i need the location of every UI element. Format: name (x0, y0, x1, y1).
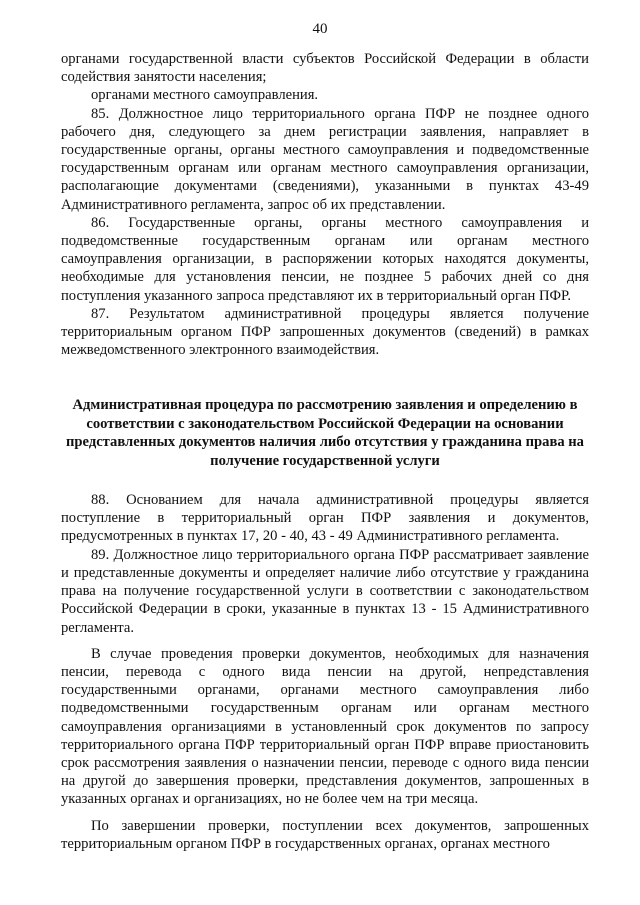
paragraph-88: 88. Основанием для начала административной процедуры является поступление в территориальный орган ПФР заявления и документов, предусмотренных в пунктах 17, 20 - 40, 43 - 49 Административного регламента. (61, 492, 589, 545)
paragraph-authorities-regional: органами государственной власти субъектов Российской Федерации в области содействия занятости населения; (61, 51, 589, 86)
paragraph-verification-suspension: В случае проведения проверки документов, необходимых для назначения пенсии, перевода с одного вида пенсии на другой, непредставления государственными органами, органами местного самоуправления либо подведомственными государственным органам или органам местного самоуправления организациями в установленный срок документов по запросу территориального органа ПФР территориальный орган ПФР вправе приостановить срок рассмотрения заявления о назначении пенсии, переводе с одного вида пенсии на другой до завершения проверки, представления документов, запрошенных в указанных органах и организациях, но не более чем на три месяца. (61, 645, 589, 808)
paragraph-authorities-local: органами местного самоуправления. (91, 87, 319, 104)
paragraph-87: 87. Результатом административной процедуры является получение территориальным органом ПФР запрошенных документов (сведений) в рамках межведомственного электронного взаимодействия. (61, 305, 589, 359)
document-body (61, 50, 589, 853)
section-heading: Административная процедура по рассмотрению заявления и определению в соответствии с законодательством Российской Федерации на основании представленных документов наличия либо отсутствия у гражданина права на получение государственной услуги (66, 397, 584, 469)
paragraph-85: 85. Должностное лицо территориального органа ПФР не позднее одного рабочего дня, следующего за днем регистрации заявления, направляет в государственные органы, органы местного самоуправления и подведомственные государственным органам или органам местного самоуправления организации, располагающие документами (сведениями), указанными в пунктах 43-49 Административного регламента, запрос об их представлении. (61, 105, 589, 213)
page-number: 40 (312, 21, 328, 37)
paragraph-89: 89. Должностное лицо территориального органа ПФР рассматривает заявление и представленные документы и определяет наличие либо отсутствие у гражданина права на получение государственной услуги в соответствии с законодательством Российской Федерации в сроки, указанные в пунктах 13 - 15 Административного регламента. (61, 546, 589, 636)
paragraph-86: 86. Государственные органы, органы местного самоуправления и подведомственные государственным органам или органам местного самоуправления организации, в распоряжении которых находятся документы, необходимые для установления пенсии, не позднее 5 рабочих дней со дня поступления указанного запроса представляют их в территориальный орган ПФР. (61, 214, 589, 304)
paragraph-verification-completion: По завершении проверки, поступлении всех документов, запрошенных территориальным органом ПФР в государственных органах, органах местного (61, 817, 589, 852)
